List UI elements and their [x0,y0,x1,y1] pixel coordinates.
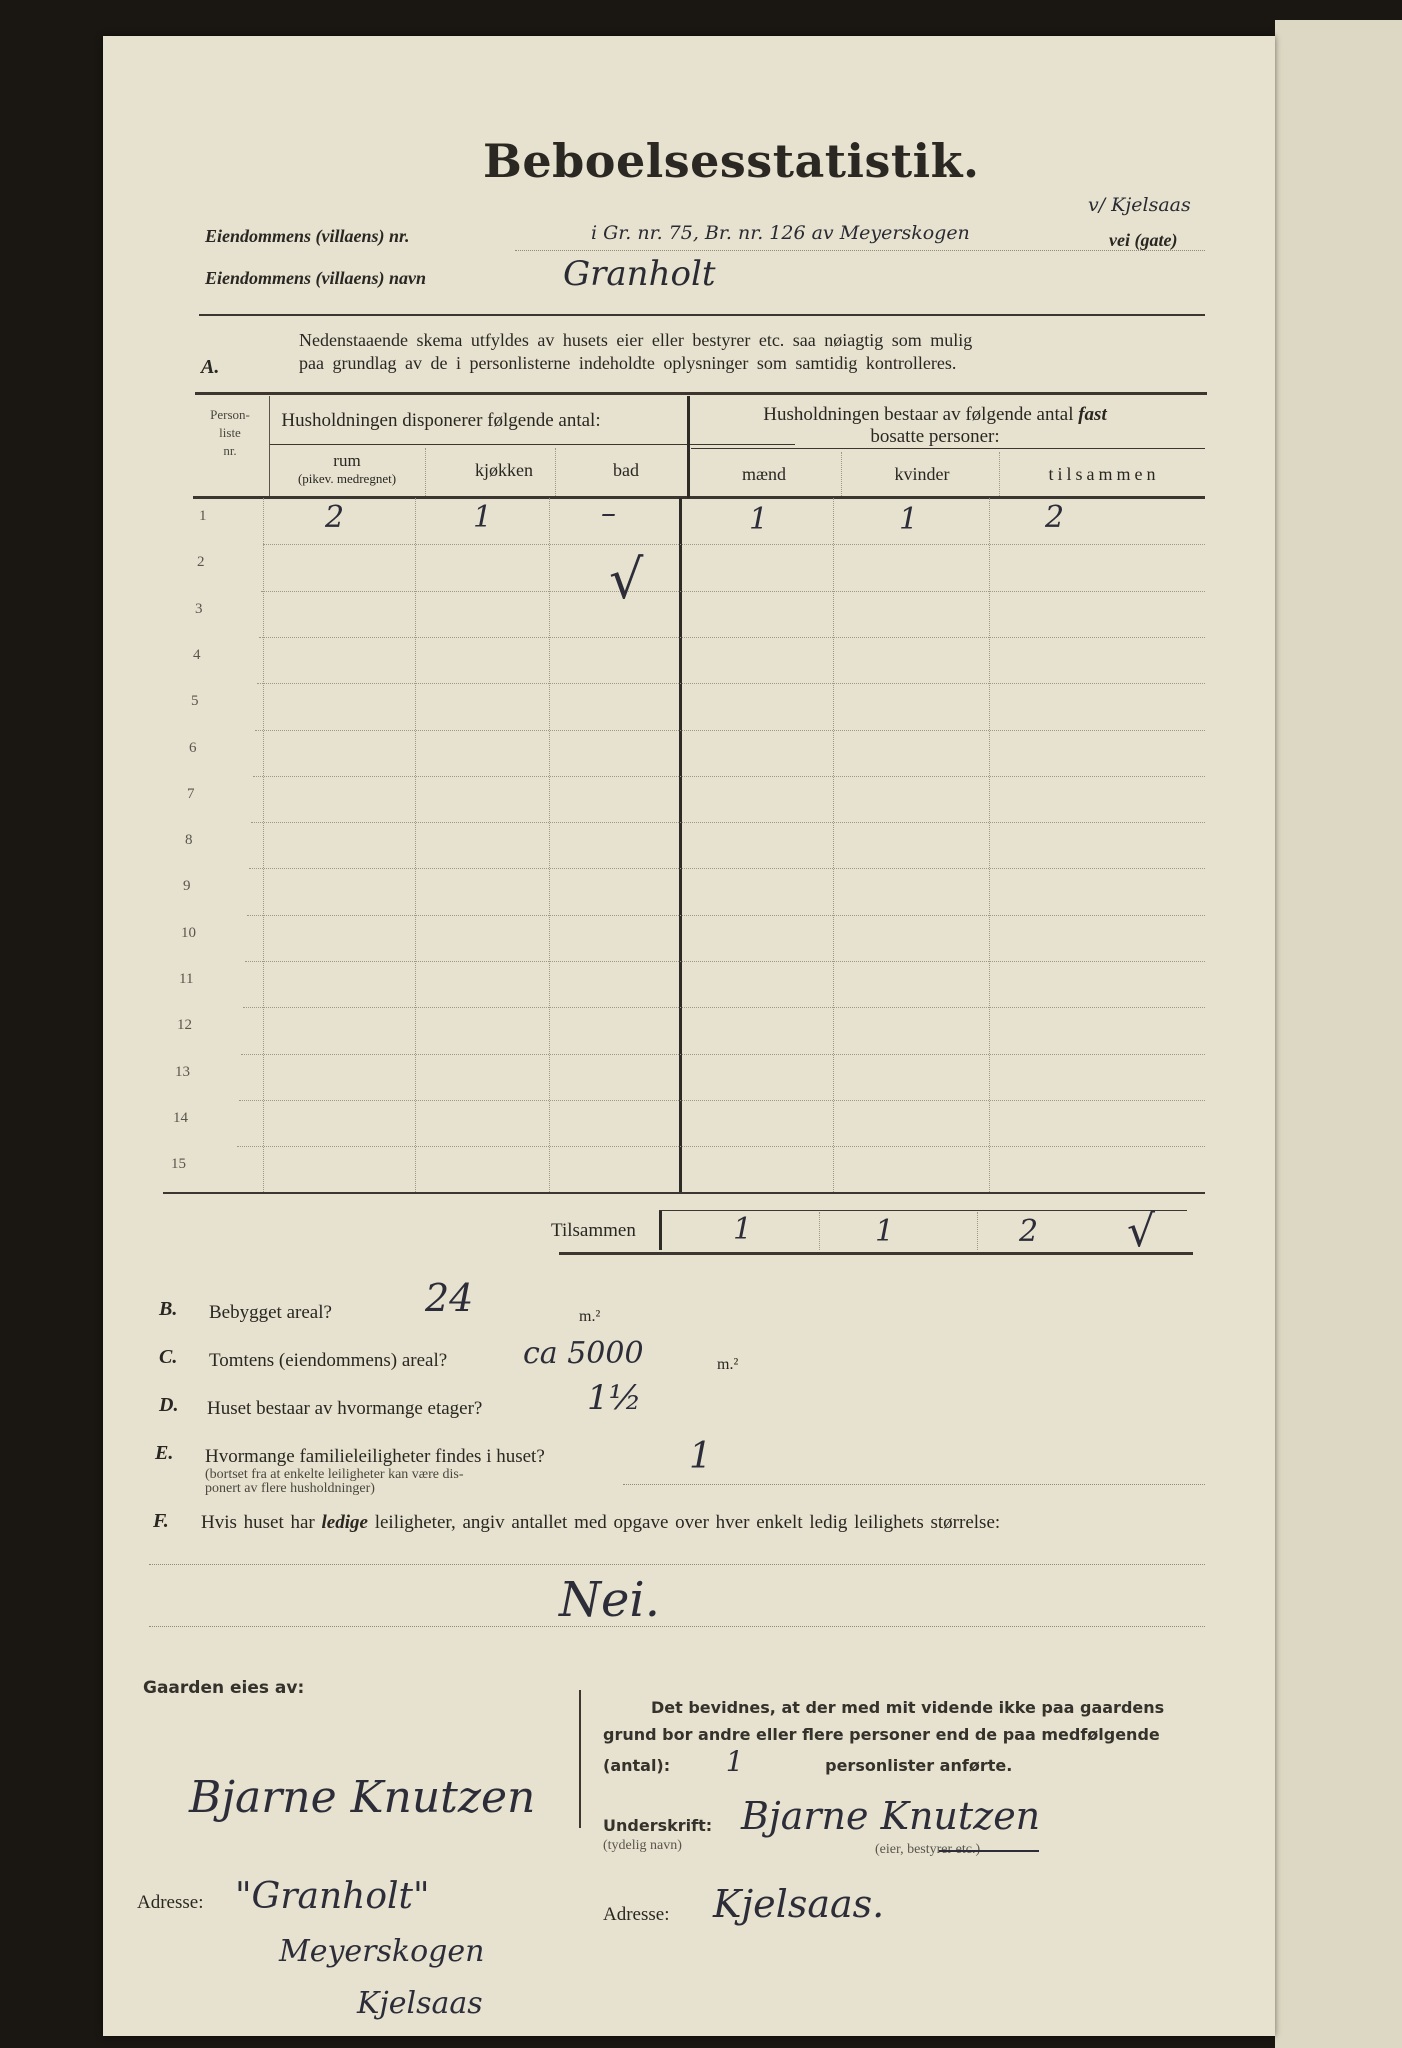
total-bottom-line [559,1252,1193,1255]
certification-antal-value: 1 [725,1745,744,1778]
col-divider-kvinder-top [999,452,1000,496]
row-number: 2 [197,554,205,571]
col-divider-maend-top [841,452,842,496]
row-number: 10 [181,924,196,941]
question-e-note [205,1468,464,1496]
col-divider-kjokken-top [555,448,556,496]
signature-label: Underskrift: [603,1816,713,1835]
row-number: 3 [195,600,203,617]
question-d-letter: D. [159,1394,179,1416]
total-kvinder: 1 [875,1214,895,1249]
signature-role-note: (eier, bestyrer etc.) [875,1842,981,1857]
property-nr-value: i Gr. nr. 75, Br. nr. 126 av Meyerskogen [591,222,970,244]
col-divider-maend [833,498,834,1192]
row1-bad: – [601,496,616,531]
col-person-header-line3: nr. [223,443,237,458]
owner-label: Gaarden eies av: [143,1678,305,1698]
property-nr-label: Eiendommens (villaens) nr. [205,226,410,246]
certification-text [603,1694,1164,1779]
property-name-value: Granholt [563,254,716,294]
question-f-line-1 [149,1564,1205,1565]
col-divider-person-top [269,396,270,496]
row-number: 1 [199,508,207,524]
col-divider-rum-top [425,448,426,496]
row-number: 5 [191,693,199,710]
col-divider-rum [415,498,416,1192]
row-number: 15 [171,1156,186,1173]
total-divider-1 [819,1212,820,1250]
property-nr-line [515,250,1205,251]
table-row-separator [249,868,1205,869]
col-kjokken-header: kjøkken [475,460,533,480]
col-rum-label: rum [333,451,361,470]
row1-kjokken: 1 [473,500,493,535]
question-f-answer: Nei. [559,1572,661,1628]
col-rum-note: (pikev. medregnet) [297,471,397,486]
row-number: 14 [173,1109,188,1126]
cert-address-label: Adresse: [603,1904,670,1925]
table-row-separator [253,776,1205,777]
col-kvinder-header: kvinder [894,464,950,484]
certification-line3-rest: personlister anførte. [825,1756,1013,1775]
total-check-mark: √ [1127,1206,1156,1257]
owner-name: Bjarne Knutzen [189,1772,536,1823]
section-a-instruction-1: Nedenstaaende skema utfyldes av husets eier eller bestyrer etc. saa nøiagtig som mulig [299,330,973,350]
question-c-answer: ca 5000 [523,1336,644,1371]
table-row-separator [261,591,1205,592]
col-divider-kjokken [549,498,550,1192]
col-tilsammen-header: tilsammen [1048,464,1160,484]
question-d-text: Huset bestaar av hvormange etager? [207,1398,483,1419]
total-left-divider [659,1210,662,1250]
total-tilsammen: 2 [1019,1214,1039,1249]
row-number: 11 [179,971,194,987]
group1-title: Husholdningen disponerer følgende antal: [281,410,601,431]
street-suffix-label: vei (gate) [1109,230,1178,250]
owner-address-line3: Kjelsaas [357,1986,483,2021]
question-b-letter: B. [159,1298,178,1320]
adjacent-page-edge [1275,20,1402,2048]
question-f-text-part1: Hvis huset har [201,1512,315,1533]
question-e-line [623,1484,1205,1485]
table-row-separator [243,1007,1205,1008]
signature-note: (tydelig navn) [603,1838,682,1853]
owner-address-line1: "Granholt" [235,1876,430,1917]
col-person-header-line1: Person- [210,407,250,422]
row-number: 8 [185,832,193,849]
bad-check-mark: √ [609,548,644,611]
total-label: Tilsammen [551,1220,636,1241]
row-number: 6 [189,739,197,756]
table-row-separator [237,1146,1205,1147]
question-c-text: Tomtens (eiendommens) areal? [209,1350,448,1371]
table-top-border [195,392,1207,395]
role-strike [939,1850,1039,1852]
total-maend: 1 [733,1212,753,1247]
row-number: 4 [193,646,201,663]
table-row-separator [259,637,1205,638]
group2-title-part2: bosatte personer: [870,426,1000,447]
question-f-text-part2: leiligheter, angiv antallet med opgave over hver enkelt ledig leilighets størrelse: [374,1512,1001,1533]
table-row-separator [247,915,1205,916]
certification-antal-label: (antal): [603,1756,671,1775]
owner-cert-divider [579,1690,581,1828]
row1-rum: 2 [325,500,345,535]
question-d-answer: 1½ [587,1378,642,1418]
table-body-bottom-border [163,1192,1205,1194]
table-row-separator [239,1100,1205,1101]
page-title: Beboelsesstatistik. [483,134,980,188]
form-page [103,36,1275,2036]
group2-title-fast: fast [1078,404,1107,425]
question-e-text: Hvormange familieleiligheter findes i huset? [205,1446,545,1467]
signature-value: Bjarne Knutzen [741,1794,1041,1838]
question-b-answer: 24 [425,1276,474,1320]
table-row-separator [263,544,1205,545]
question-f-text-ledige: ledige [321,1512,368,1533]
question-e-letter: E. [155,1442,174,1464]
table-row-separator [257,683,1205,684]
question-f-letter: F. [153,1510,169,1532]
row1-maend: 1 [749,502,769,537]
row1-tilsammen: 2 [1045,500,1065,535]
property-name-label: Eiendommens (villaens) navn [205,268,427,288]
col-maend-header: mænd [741,464,786,484]
section-a-letter: A. [201,356,220,378]
question-e-note-1: (bortset fra at enkelte leiligheter kan være dis- [205,1467,464,1482]
owner-address-label: Adresse: [137,1892,204,1913]
col-person-header [195,406,265,460]
certification-line3 [603,1745,1164,1779]
cert-address-value: Kjelsaas. [713,1882,885,1926]
question-b-text: Bebygget areal? [209,1302,332,1323]
row-number: 12 [177,1017,192,1034]
table-center-divider-top [687,396,690,498]
table-row-separator [245,961,1205,962]
question-e-note-2: ponert av flere husholdninger) [205,1481,375,1496]
row1-kvinder: 1 [899,502,919,537]
header-divider [199,314,1205,316]
group2-underline [691,448,1205,449]
row-number: 7 [187,785,195,802]
question-f-line-2 [149,1626,1205,1627]
col-bad-header: bad [613,460,639,480]
row-number: 13 [175,1063,190,1080]
owner-address-line2: Meyerskogen [279,1934,485,1969]
table-header-bottom-border [193,496,1205,499]
group1-underline [269,444,795,445]
group2-title-part1: Husholdningen bestaar av følgende antal [763,404,1074,425]
table-center-divider [679,498,682,1194]
col-divider-person [263,498,264,1192]
table-row-separator [255,730,1205,731]
section-a-instruction-2: paa grundlag av de i personlisterne indeholdte oplysninger som samtidig kontrolleres. [299,353,957,373]
total-divider-2 [977,1212,978,1250]
question-c-letter: C. [159,1346,178,1368]
property-nr-extra: v/ Kjelsaas [1088,194,1191,216]
col-divider-kvinder [989,498,990,1192]
col-person-header-line2: liste [219,425,241,440]
table-row-separator [241,1054,1205,1055]
question-c-unit: m.² [717,1356,739,1373]
question-e-answer: 1 [689,1436,712,1477]
question-b-unit: m.² [579,1308,601,1325]
total-top-line [659,1210,1187,1211]
certification-line1: Det bevidnes, at der med mit vidende ikke paa gaardens [651,1698,1165,1717]
question-f-text [201,1512,1000,1534]
group2-title [685,404,1185,448]
row-number: 9 [183,878,191,895]
table-row-separator [251,822,1205,823]
certification-line2: grund bor andre eller flere personer end de paa medfølgende [603,1725,1160,1744]
col-rum-header [269,452,425,488]
